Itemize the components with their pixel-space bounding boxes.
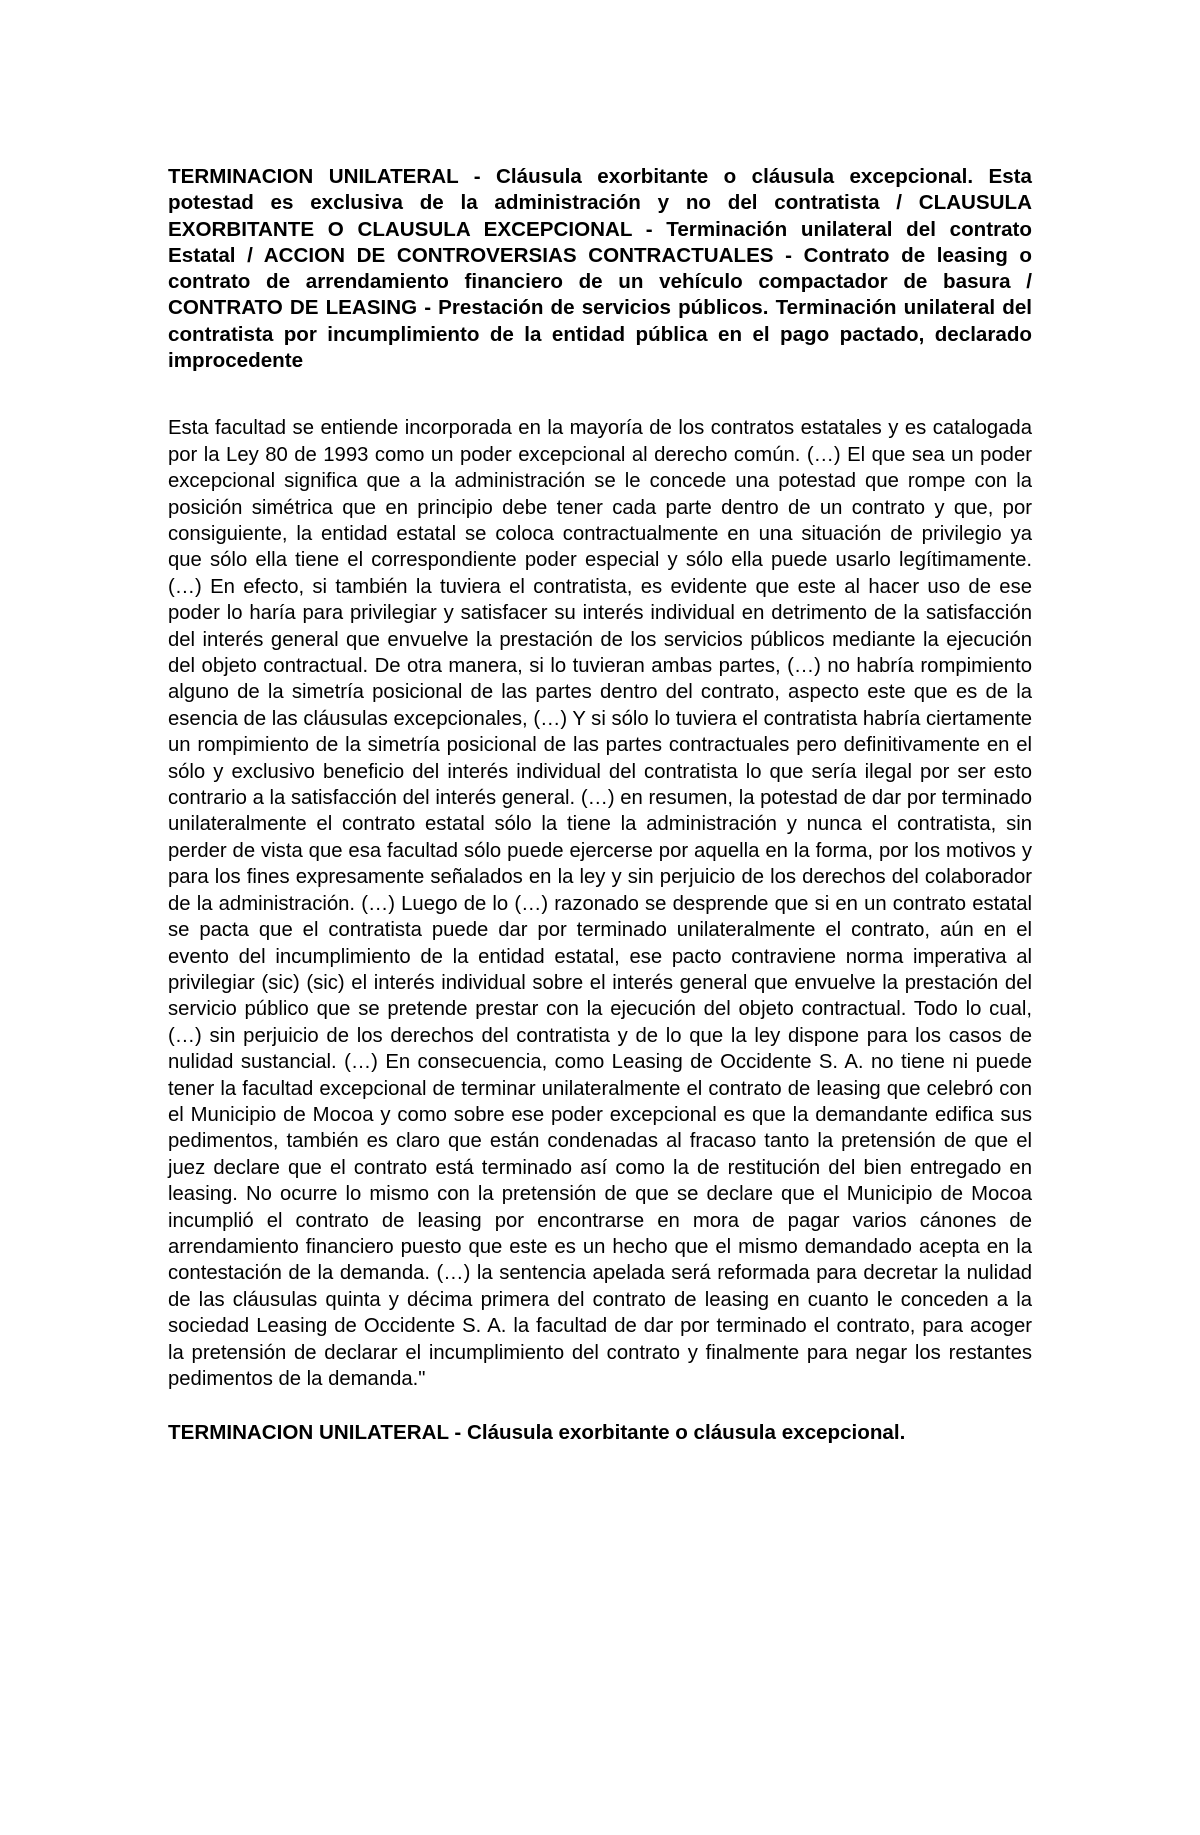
- document-page: [168, 164, 1032, 1447]
- body-paragraph: Esta facultad se entiende incorporada en la mayoría de los contratos estatales y es catalogada por la Ley 80 de 1993 como un poder excepcional al derecho común. (…) El que sea un poder excepcional significa que a la administración se le concede una potestad que rompe con la posición simétrica que en principio debe tener cada parte dentro de un contrato y que, por consiguiente, la entidad estatal se coloca contractualmente en una situación de privilegio ya que sólo ella tiene el correspondiente poder especial y sólo ella puede usarlo legítimamente. (…) En efecto, si también la tuviera el contratista, es evidente que este al hacer uso de ese poder lo haría para privilegiar y satisfacer su interés individual en detrimento de la satisfacción del interés general que envuelve la prestación de los servicios públicos mediante la ejecución del objeto contractual. De otra manera, si lo tuvieran ambas partes, (…) no habría rompimiento alguno de la simetría posicional de las partes dentro del contrato, aspecto este que es de la esencia de las cláusulas excepcionales, (…) Y si sólo lo tuviera el contratista habría ciertamente un rompimiento de la simetría posicional de las partes contractuales pero definitivamente en el sólo y exclusivo beneficio del interés individual del contratista lo que sería ilegal por ser esto contrario a la satisfacción del interés general. (…) en resumen, la potestad de dar por terminado unilateralmente el contrato estatal sólo la tiene la administración y nunca el contratista, sin perder de vista que esa facultad sólo puede ejercerse por aquella en la forma, por los motivos y para los fines expresamente señalados en la ley y sin perjuicio de los derechos del colaborador de la administración. (…) Luego de lo (…) razonado se desprende que si en un contrato estatal se pacta que el contratista puede dar por terminado unilateralmente el contrato, aún en el evento del incumplimiento de la entidad estatal, ese pacto contraviene norma imperativa al privilegiar (sic) (sic) el interés individual sobre el interés general que envuelve la prestación del servicio público que se pretende prestar con la ejecución del objeto contractual. Todo lo cual, (…) sin perjuicio de los derechos del contratista y de lo que la ley dispone para los casos de nulidad sustancial. (…) En consecuencia, como Leasing de Occidente S. A. no tiene ni puede tener la facultad excepcional de terminar unilateralmente el contrato de leasing que celebró con el Municipio de Mocoa y como sobre ese poder excepcional es que la demandante edifica sus pedimentos, también es claro que están condenadas al fracaso tanto la pretensión de que el juez declare que el contrato está terminado así como la de restitución del bien entregado en leasing. No ocurre lo mismo con la pretensión de que se declare que el Municipio de Mocoa incumplió el contrato de leasing por encontrarse en mora de pagar varios cánones de arrendamiento financiero puesto que este es un hecho que el mismo demandado acepta en la contestación de la demanda. (…) la sentencia apelada será reformada para decretar la nulidad de las cláusulas quinta y décima primera del contrato de leasing en cuanto le conceden a la sociedad Leasing de Occidente S. A. la facultad de dar por terminado el contrato, para acoger la pretensión de declarar el incumplimiento del contrato y finalmente para negar los restantes pedimentos de la demanda.": [168, 417, 1032, 1390]
- footer-heading: TERMINACION UNILATERAL - Cláusula exorbitante o cláusula excepcional.: [168, 1421, 906, 1445]
- headnote-paragraph: TERMINACION UNILATERAL - Cláusula exorbitante o cláusula excepcional. Esta potestad es exclusiva de la administración y no del contratista / CLAUSULA EXORBITANTE O CLAUSULA EXCEPCIONAL - Terminación unilateral del contrato Estatal / ACCION DE CONTROVERSIAS CONTRACTUALES - Contrato de leasing o contrato de arrendamiento financiero de un vehículo compactador de basura / CONTRATO DE LEASING - Prestación de servicios públicos. Terminación unilateral del contratista por incumplimiento de la entidad pública en el pago pactado, declarado improcedente: [168, 165, 1032, 373]
